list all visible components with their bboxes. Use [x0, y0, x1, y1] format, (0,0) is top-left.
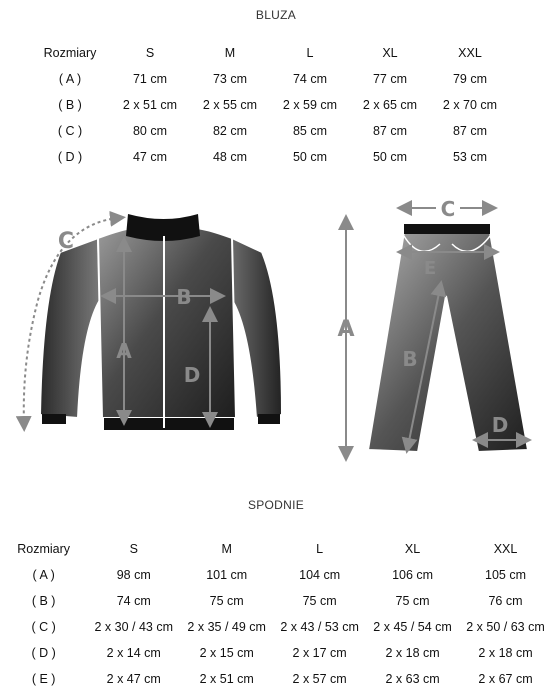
header-cell: Rozmiary — [43, 46, 97, 60]
table-cell: 106 cm — [392, 568, 434, 582]
table-cell: 74 cm — [116, 594, 151, 608]
header-cell: Rozmiary — [17, 542, 71, 556]
pants-label-e: E — [423, 258, 437, 279]
table-row — [0, 588, 552, 614]
table-header-row — [0, 536, 552, 562]
table-cell: 2 x 43 / 53 cm — [280, 620, 359, 634]
header-cell: XL — [404, 542, 421, 556]
table-row — [0, 614, 552, 640]
table-cell: 75 cm — [209, 594, 244, 608]
table-cell: 104 cm — [299, 568, 341, 582]
jacket-label-c: C — [57, 229, 75, 254]
pants-label-a: A — [337, 317, 355, 342]
table-cell: 2 x 30 / 43 cm — [94, 620, 173, 634]
row-label: ( B ) — [31, 594, 56, 608]
jacket-label-d: D — [183, 363, 201, 387]
table-cell: 2 x 57 cm — [292, 672, 347, 686]
header-cell: S — [129, 542, 138, 556]
table-cell: 48 cm — [212, 150, 248, 164]
row-label: ( B ) — [58, 98, 82, 112]
table-cell: 2 x 51 cm — [199, 672, 254, 686]
pants-dimension-a — [337, 222, 354, 454]
table-cell: 2 x 51 cm — [122, 98, 178, 112]
table-cell: 2 x 18 cm — [385, 646, 440, 660]
table-row — [0, 640, 552, 666]
table-cell: 50 cm — [292, 150, 328, 164]
table-cell: 2 x 65 cm — [362, 98, 418, 112]
table-cell: 79 cm — [452, 72, 488, 86]
table-cell: 76 cm — [488, 594, 523, 608]
row-label: ( C ) — [31, 620, 56, 634]
table-cell: 47 cm — [132, 150, 168, 164]
pants-dimension-c — [404, 196, 490, 221]
table-cell: 87 cm — [452, 124, 488, 138]
header-cell: XXL — [493, 542, 518, 556]
pants-label-b: B — [402, 347, 418, 371]
table-cell: 2 x 55 cm — [202, 98, 258, 112]
row-label: ( A ) — [32, 568, 55, 582]
header-cell: XXL — [458, 46, 482, 60]
table-cell: 2 x 45 / 54 cm — [373, 620, 452, 634]
table-cell: 77 cm — [372, 72, 408, 86]
table-cell: 87 cm — [372, 124, 408, 138]
table-cell: 74 cm — [292, 72, 328, 86]
table-cell: 2 x 14 cm — [106, 646, 161, 660]
table-cell: 2 x 47 cm — [106, 672, 161, 686]
table-cell: 73 cm — [212, 72, 248, 86]
table-row — [0, 666, 552, 692]
table-cell: 98 cm — [116, 568, 151, 582]
table-cell: 75 cm — [395, 594, 430, 608]
table-cell: 50 cm — [372, 150, 408, 164]
bluza-title: BLUZA — [255, 8, 297, 22]
table-cell: 2 x 17 cm — [292, 646, 347, 660]
header-cell: S — [145, 46, 155, 60]
pants-label-d: D — [491, 413, 509, 437]
jacket-label-b: B — [176, 285, 192, 309]
table-cell: 2 x 35 / 49 cm — [187, 620, 266, 634]
row-label: ( C ) — [57, 124, 83, 138]
table-cell: 2 x 50 / 63 cm — [466, 620, 545, 634]
table-cell: 105 cm — [485, 568, 527, 582]
table-cell: 85 cm — [292, 124, 328, 138]
header-cell: M — [221, 542, 232, 556]
header-cell: XL — [382, 46, 398, 60]
table-cell: 82 cm — [212, 124, 248, 138]
header-cell: L — [316, 542, 324, 556]
table-cell: 2 x 67 cm — [478, 672, 533, 686]
jacket-label-a: A — [116, 339, 132, 363]
jacket-illustration — [40, 214, 282, 430]
pants-label-c: C — [440, 197, 456, 221]
header-cell: M — [224, 46, 236, 60]
table-cell: 2 x 15 cm — [199, 646, 254, 660]
table-cell: 2 x 18 cm — [478, 646, 533, 660]
table-row — [0, 562, 552, 588]
table-cell: 53 cm — [452, 150, 488, 164]
table-cell: 75 cm — [302, 594, 337, 608]
row-label: ( D ) — [31, 646, 56, 660]
spodnie-size-table — [0, 536, 552, 692]
row-label: ( D ) — [57, 150, 83, 164]
table-cell: 101 cm — [206, 568, 248, 582]
row-label: ( A ) — [58, 72, 82, 86]
table-cell: 80 cm — [132, 124, 168, 138]
spodnie-title: SPODNIE — [247, 498, 305, 512]
table-cell: 2 x 70 cm — [442, 98, 498, 112]
table-cell: 71 cm — [132, 72, 168, 86]
table-cell: 2 x 63 cm — [385, 672, 440, 686]
row-label: ( E ) — [31, 672, 56, 686]
table-cell: 2 x 59 cm — [282, 98, 338, 112]
header-cell: L — [306, 46, 314, 60]
